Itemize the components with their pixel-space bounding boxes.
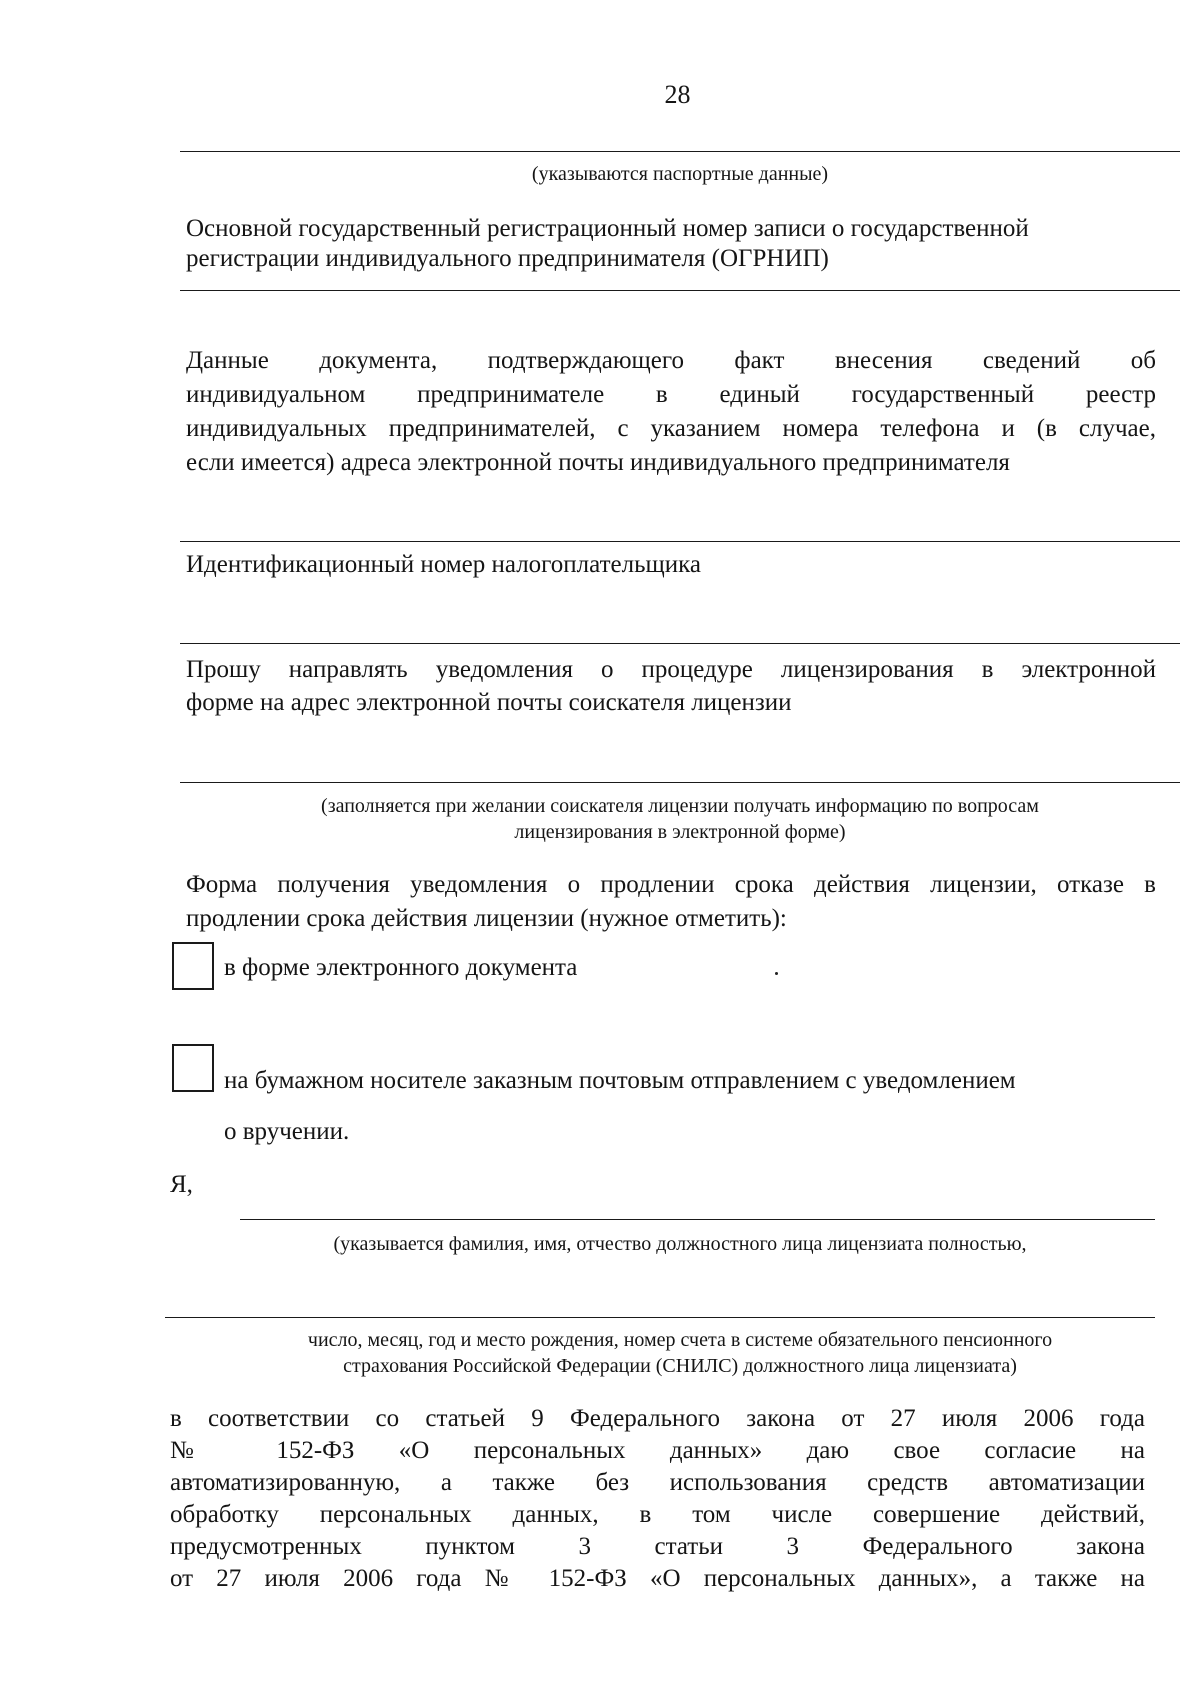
consent-body-line6: от 27 июля 2006 года № 152-ФЗ «О персональных данных», а также на (170, 1565, 1145, 1592)
consent-details-line (165, 1317, 1155, 1318)
inn-label: Идентификационный номер налогоплательщика (186, 551, 702, 578)
consent-body-line4: обработку персональных данных, в том числе совершение действий, (170, 1501, 1145, 1528)
stray-mark (775, 972, 778, 975)
egrip-doc-field-line (180, 541, 1180, 542)
consent-note1: (указывается фамилия, имя, отчество должностного лица лицензиата полностью, (333, 1233, 1027, 1255)
notification-form-line2: продлении срока действия лицензии (нужное отметить): (186, 905, 787, 932)
consent-ya-label: Я, (170, 1171, 193, 1198)
consent-name-line (240, 1219, 1155, 1220)
paper-mail-checkbox[interactable] (172, 1044, 214, 1092)
ogrnip-field-line (180, 290, 1180, 291)
notification-form-line1: Форма получения уведомления о продлении срока действия лицензии, отказе в (186, 871, 1156, 898)
page-number: 28 (664, 80, 691, 109)
consent-body-line2: № 152-ФЗ «О персональных данных» даю свое согласие на (170, 1437, 1145, 1464)
passport-data-line (180, 151, 1180, 152)
egrip-doc-line1: Данные документа, подтверждающего факт внесения сведений об (186, 347, 1156, 374)
ogrnip-label-line1: Основной государственный регистрационный номер записи о государственной (186, 215, 1029, 242)
paper-mail-option-label-line2: о вручении. (224, 1118, 350, 1145)
consent-body-line3: автоматизированную, а также без использования средств автоматизации (170, 1469, 1145, 1496)
consent-note2-line2: страхования Российской Федерации (СНИЛС) должностного лица лицензиата) (343, 1355, 1017, 1377)
electronic-document-option-label: в форме электронного документа (224, 954, 578, 981)
inn-field-line (180, 643, 1180, 644)
email-field-line (180, 782, 1180, 783)
paper-mail-option-label-line1: на бумажном носителе заказным почтовым отправлением с уведомлением (224, 1067, 1016, 1094)
consent-body-line5: предусмотренных пунктом 3 статьи 3 Федерального закона (170, 1533, 1145, 1560)
egrip-doc-line4: если имеется) адреса электронной почты индивидуального предпринимателя (186, 449, 1010, 476)
electronic-document-checkbox[interactable] (172, 942, 214, 990)
consent-note2-line1: число, месяц, год и место рождения, номер счета в системе обязательного пенсионного (307, 1329, 1053, 1351)
consent-body-line1: в соответствии со статьей 9 Федерального закона от 27 июля 2006 года (170, 1405, 1145, 1432)
email-request-note-line2: лицензирования в электронной форме) (514, 821, 846, 843)
email-request-note-line1: (заполняется при желании соискателя лицензии получать информацию по вопросам (321, 795, 1039, 817)
email-request-line2: форме на адрес электронной почты соискателя лицензии (186, 689, 792, 716)
ogrnip-label-line2: регистрации индивидуального предпринимателя (ОГРНИП) (186, 245, 829, 272)
egrip-doc-line2: индивидуальном предпринимателе в единый государственный реестр (186, 381, 1156, 408)
egrip-doc-line3: индивидуальных предпринимателей, с указанием номера телефона и (в случае, (186, 415, 1156, 442)
passport-note: (указываются паспортные данные) (531, 163, 829, 185)
email-request-line1: Прошу направлять уведомления о процедуре лицензирования в электронной (186, 656, 1156, 683)
